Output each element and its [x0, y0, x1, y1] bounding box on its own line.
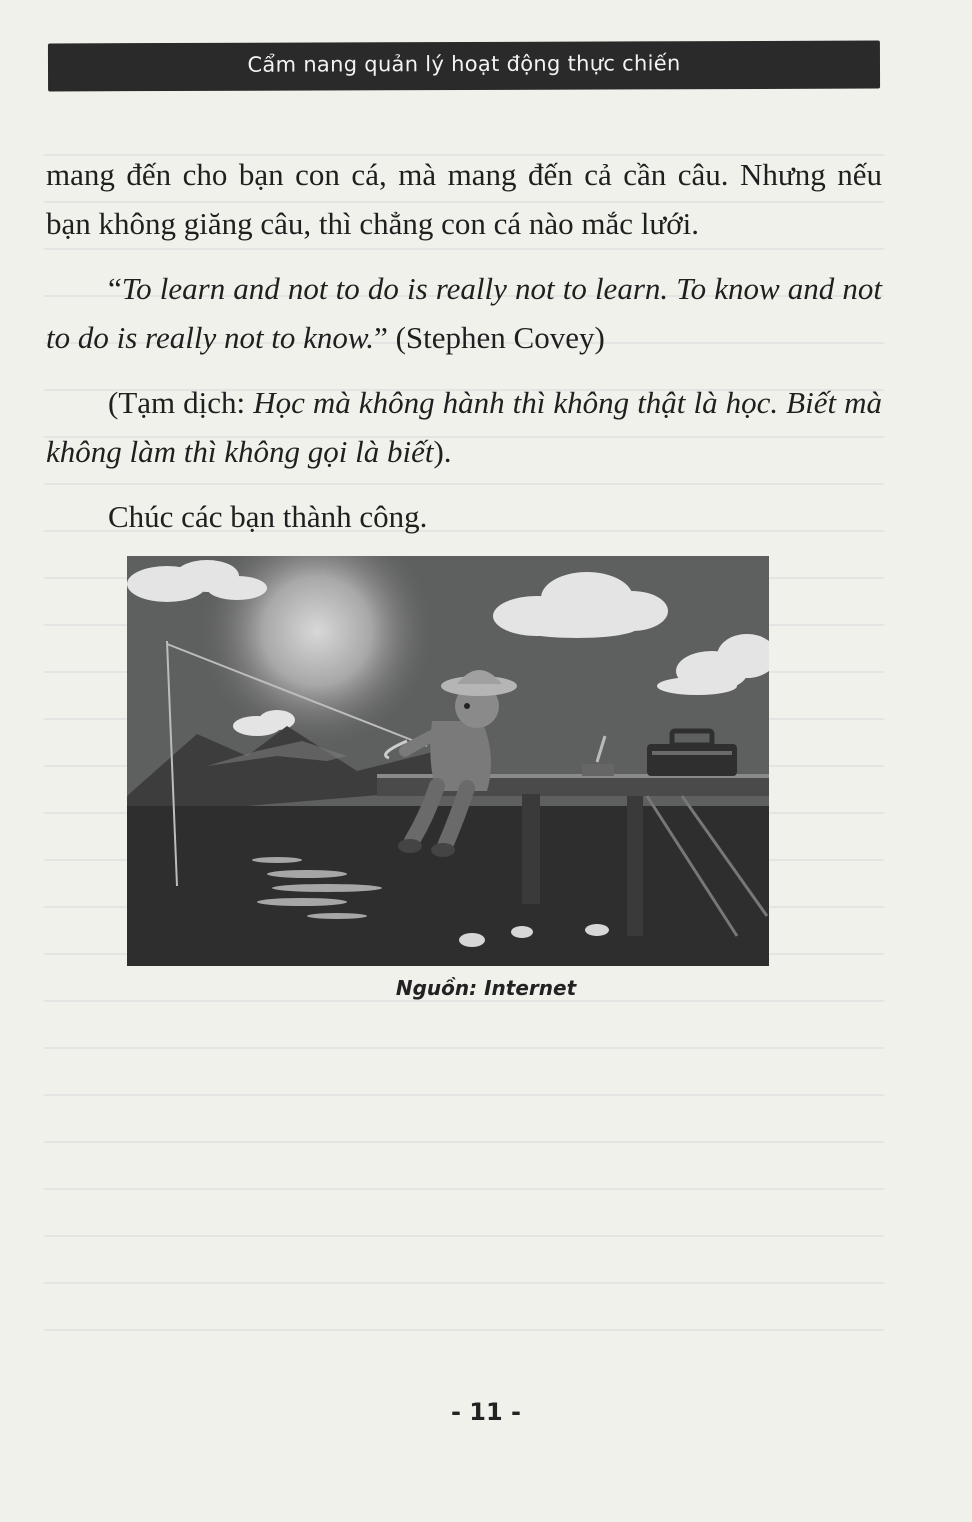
fishing-boy-image: [127, 556, 769, 966]
translation-suffix: ).: [433, 434, 452, 469]
fishing-illustration: [127, 556, 769, 966]
page-body: [46, 150, 882, 557]
translation-paragraph: [46, 378, 882, 476]
closing-paragraph: Chúc các bạn thành công.: [108, 499, 428, 534]
quote-paragraph: [46, 264, 882, 362]
book-title: Cẩm nang quản lý hoạt động thực chiến: [247, 51, 681, 77]
quote-open-mark: “: [108, 271, 122, 306]
figure-caption: Nguồn: Internet: [395, 976, 577, 1000]
quote-close-mark: ”: [374, 320, 388, 355]
running-header: [48, 41, 880, 92]
quote-text: To learn and not to do is really not to learn. To know and not to do is really not to know.: [46, 271, 882, 355]
page-number: - 11 -: [450, 1398, 522, 1426]
quote-author: (Stephen Covey): [387, 320, 605, 355]
paragraph-1: mang đến cho bạn con cá, mà mang đến cả cần câu. Nhưng nếu bạn không giăng câu, thì chẳng con cá nào mắc lưới.: [46, 157, 882, 241]
translation-prefix: (Tạm dịch:: [108, 385, 254, 420]
translation-text: Học mà không hành thì không thật là học. Biết mà không làm thì không gọi là biết: [46, 385, 883, 469]
